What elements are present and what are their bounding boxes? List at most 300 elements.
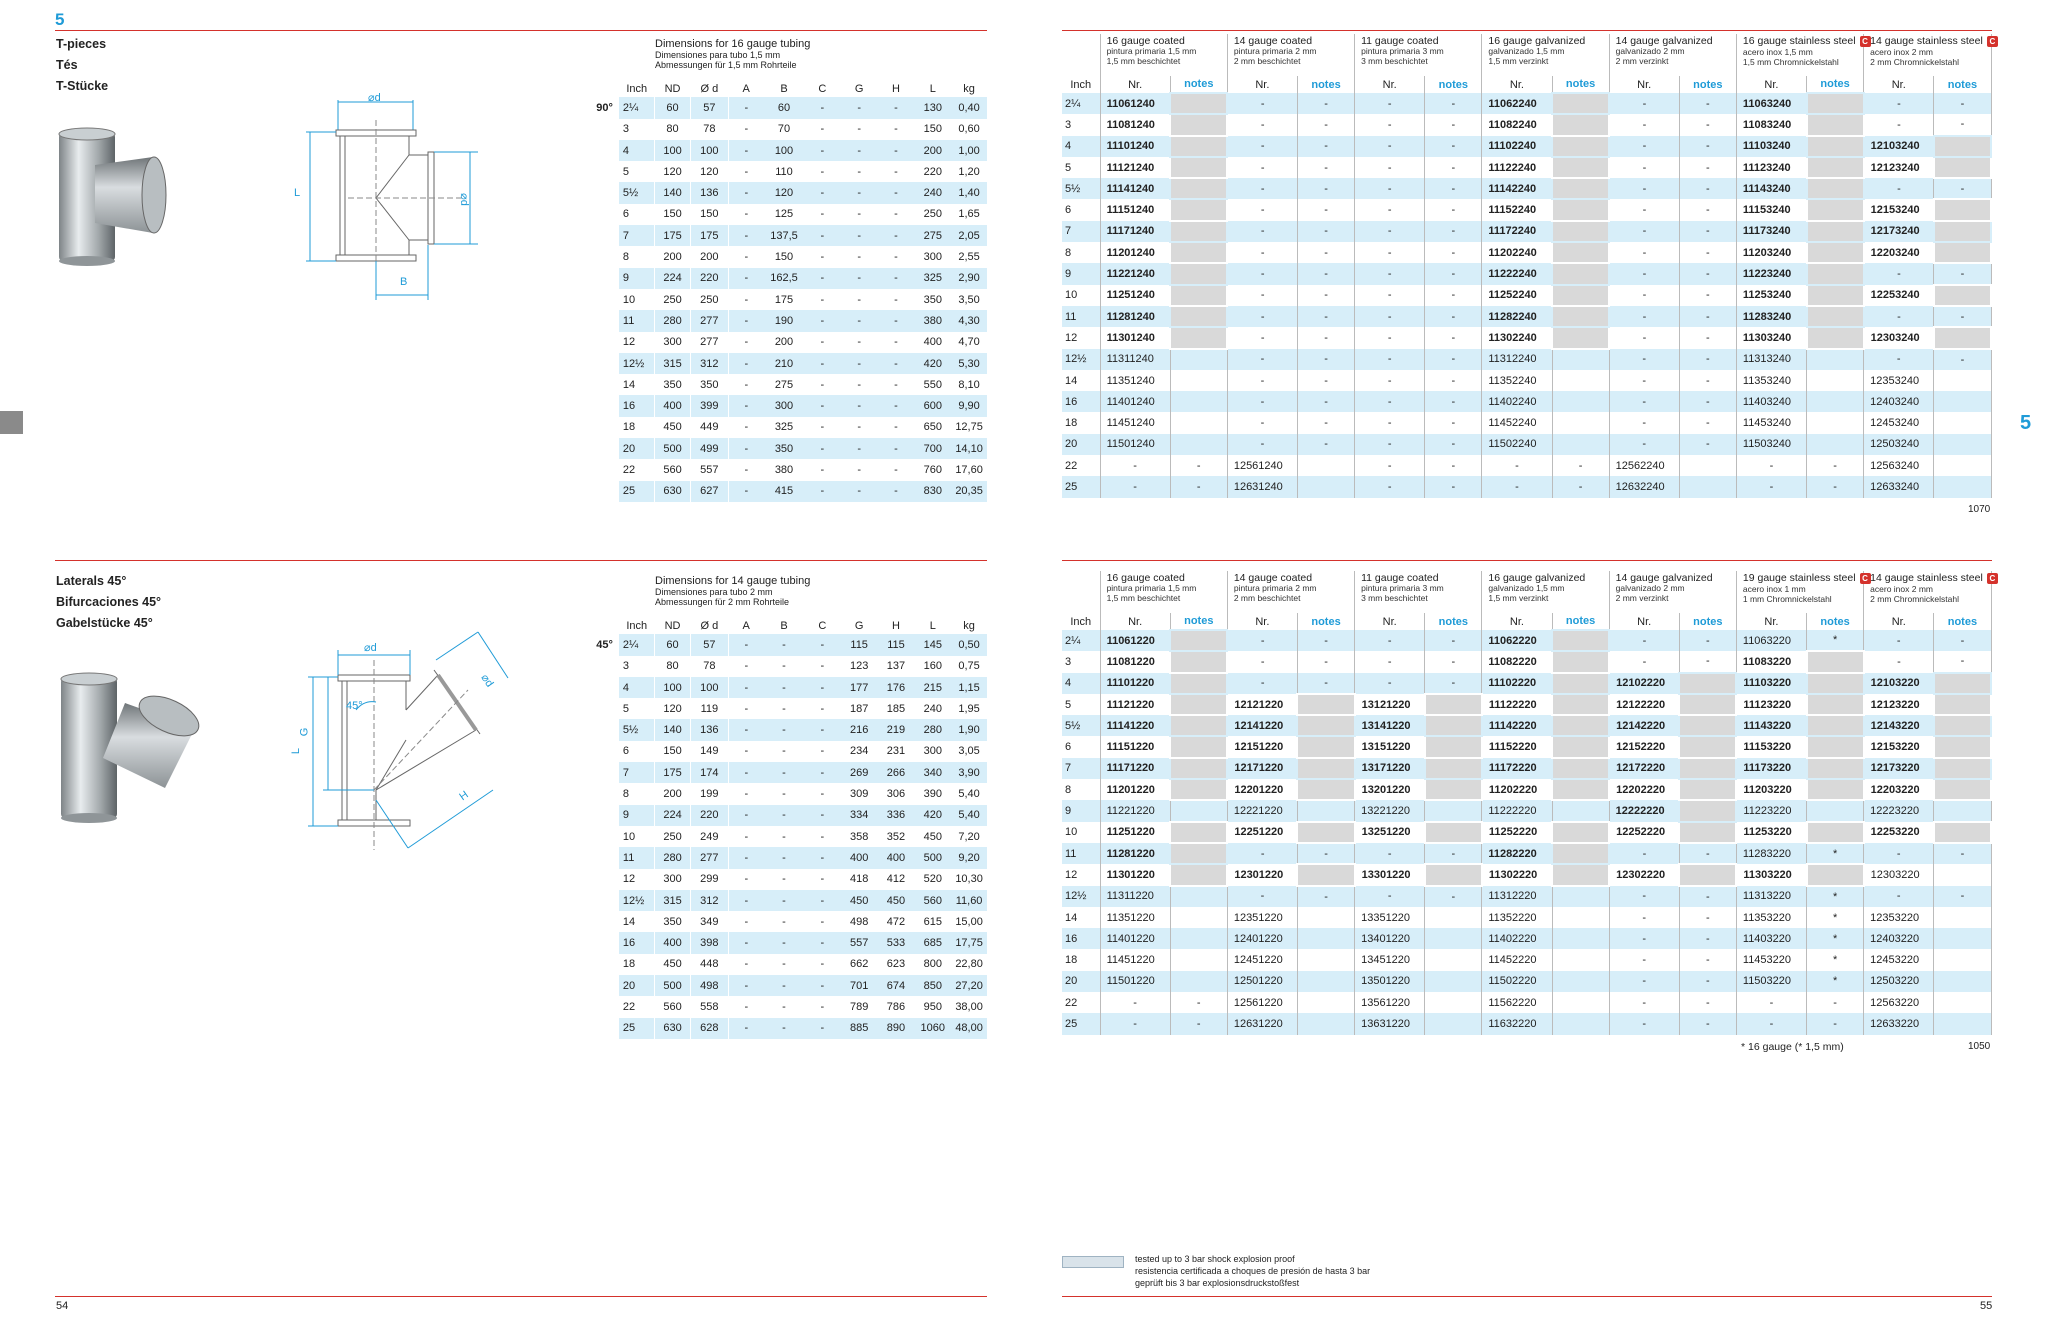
dim-cell: 174: [690, 762, 728, 783]
dim-cell: 266: [878, 762, 915, 783]
order-notes-cell: [1425, 715, 1482, 736]
dim-cell: 334: [841, 805, 878, 826]
order-notes-cell: [1934, 928, 1991, 949]
dim-cell: 250: [923, 208, 942, 221]
order-table-row: [1062, 822, 1991, 843]
order-notes-cell: [1807, 114, 1864, 135]
dim-cell: -: [804, 1018, 841, 1039]
order-group-de: 1,5 mm beschichtet: [1106, 56, 1181, 66]
dim-cell: 400: [923, 336, 942, 349]
order-number-cell: -: [1609, 843, 1679, 864]
order-notes-cell: [1679, 800, 1736, 821]
order-inch-cell: 5: [1062, 157, 1100, 178]
dim-cell: 685: [914, 932, 951, 953]
order-group-header: [1100, 34, 1227, 76]
order-number-cell: 12203220: [1864, 779, 1934, 800]
dim-angle-cell: [580, 395, 619, 416]
order-notes-cell: -: [1425, 886, 1482, 907]
tpieces-title-es: Tés: [56, 58, 78, 72]
dim-cell: -: [728, 1018, 764, 1039]
order-number-cell: 12151220: [1227, 736, 1297, 757]
dim-cell: 789: [849, 1000, 869, 1013]
order-notes-cell: -: [1679, 93, 1736, 114]
order-table-row: [1062, 412, 1991, 433]
order-notes-cell: [1679, 694, 1736, 715]
dim-cell: -: [782, 745, 786, 758]
order-number-cell: 11153240: [1736, 199, 1806, 220]
order-table-row: [1062, 715, 1991, 736]
order-notes-cell: [1552, 630, 1609, 651]
dim-cell: -: [744, 123, 749, 136]
order-group-de: 2 mm verzinkt: [1615, 56, 1669, 66]
order-notes-cell: -: [1934, 651, 1991, 672]
order-notes-cell: [1170, 886, 1227, 907]
dim-cell: -: [744, 421, 749, 434]
order-notes-header: notes: [1679, 76, 1736, 93]
order-number-cell: 11352220: [1482, 907, 1552, 928]
order-notes-cell: [1934, 673, 1991, 694]
order-notes-cell: *: [1807, 971, 1864, 992]
order-notes-cell: -: [1425, 455, 1482, 476]
order-number-cell: 11103220: [1736, 673, 1806, 694]
dim-cell: 9: [619, 805, 655, 826]
order-notes-header: notes: [1297, 613, 1354, 630]
dim-cell: 336: [878, 805, 915, 826]
dim-cell: 162,5: [764, 268, 804, 289]
order-number-cell: 11452220: [1482, 949, 1552, 970]
dim-table-row: [580, 204, 987, 225]
dim-cell: -: [744, 293, 749, 306]
order-number-cell: 11121220: [1100, 694, 1170, 715]
order-group-de: 1,5 mm beschichtet: [1106, 593, 1181, 603]
order-notes-cell: [1934, 715, 1991, 736]
dim-col-header: Inch: [626, 83, 648, 96]
order-table-row: [1062, 434, 1991, 455]
order-notes-cell: -: [1170, 455, 1227, 476]
order-notes-cell: -: [1297, 370, 1354, 391]
order-notes-cell: [1934, 157, 1991, 178]
dim-cell: 12½: [619, 890, 655, 911]
dim-cell: -: [857, 293, 861, 306]
dim-cell: 14: [619, 911, 655, 932]
order-number-cell: 12172220: [1609, 758, 1679, 779]
order-group-header-row: [1062, 571, 1991, 613]
order-notes-cell: [1170, 694, 1227, 715]
dim-cell: -: [820, 788, 825, 801]
dim-cell: -: [878, 438, 915, 459]
order-notes-cell: -: [1170, 476, 1227, 497]
dim-cell: -: [820, 208, 825, 221]
order-number-cell: 11503220: [1736, 971, 1806, 992]
order-number-cell: -: [1609, 349, 1679, 370]
order-notes-cell: [1170, 779, 1227, 800]
dim-cell: 830: [914, 481, 951, 502]
dim-cell: -: [744, 660, 749, 673]
order-inch-cell: 7: [1062, 221, 1100, 242]
order-notes-cell: [1807, 178, 1864, 199]
order-corner-cell: [1062, 571, 1100, 613]
order-number-cell: 11152240: [1482, 199, 1552, 220]
dim-table-row: [580, 182, 987, 203]
dim-cell: 38,00: [955, 1000, 983, 1013]
dim-cell: 120: [655, 161, 691, 182]
order-notes-cell: [1552, 370, 1609, 391]
dim-cell: 25: [619, 481, 655, 502]
dim-cell: -: [728, 677, 764, 698]
dim-cell: -: [878, 268, 915, 289]
order-notes-cell: -: [1679, 886, 1736, 907]
order-notes-cell: [1552, 114, 1609, 135]
order-notes-cell: -: [1934, 886, 1991, 907]
order-notes-header: notes: [1934, 613, 1991, 630]
dim-cell: 4: [619, 677, 655, 698]
dim-cell: 175: [774, 293, 794, 306]
dim-table-row: [580, 783, 987, 804]
order-number-cell: -: [1355, 651, 1425, 672]
order-number-cell: -: [1609, 886, 1679, 907]
dim-angle-cell: [580, 481, 619, 502]
dim-cell: 15,00: [955, 915, 983, 928]
order-number-cell: 11302220: [1482, 864, 1552, 885]
order-notes-cell: [1425, 736, 1482, 757]
dim-cell: 240: [923, 702, 942, 715]
order-number-cell: 12353220: [1864, 907, 1934, 928]
dim-cell: 20: [619, 438, 655, 459]
dim-cell: 312: [690, 353, 728, 374]
order-notes-cell: -: [1425, 136, 1482, 157]
order-inch-cell: 3: [1062, 114, 1100, 135]
order-number-cell: -: [1864, 843, 1934, 864]
dim-cell: -: [820, 293, 825, 306]
order-number-cell: 11202240: [1482, 242, 1552, 263]
order-notes-cell: [1934, 1013, 1991, 1034]
order-notes-cell: [1552, 907, 1609, 928]
dim-cell: 219: [878, 719, 915, 740]
laterals-dimensions-table: [580, 613, 987, 1039]
order-notes-cell: -: [1297, 349, 1354, 370]
dim-cell: 412: [886, 873, 906, 886]
order-notes-cell: [1170, 434, 1227, 455]
order-notes-cell: -: [1679, 843, 1736, 864]
dim-cell: 390: [923, 788, 942, 801]
dim-cell: 786: [886, 1000, 906, 1013]
dim-cell: 250: [655, 826, 691, 847]
order-number-cell: 11222240: [1482, 263, 1552, 284]
order-number-cell: 11201240: [1100, 242, 1170, 263]
order-number-cell: 13221220: [1355, 800, 1425, 821]
dim-table-row: [580, 417, 987, 438]
dim-cell: 145: [914, 634, 951, 655]
dim-cell: -: [728, 438, 764, 459]
order-notes-cell: [1934, 370, 1991, 391]
order-notes-cell: -: [1425, 412, 1482, 433]
order-nr-header: Nr.: [1736, 76, 1806, 93]
order-group-header: [1609, 34, 1736, 76]
order-nr-header: Nr.: [1482, 76, 1552, 93]
order-nr-header: Nr.: [1609, 76, 1679, 93]
order-notes-cell: [1552, 715, 1609, 736]
dim-cell: -: [728, 890, 764, 911]
order-notes-cell: *: [1807, 928, 1864, 949]
order-number-cell: 12451220: [1227, 949, 1297, 970]
dim-cell: 558: [690, 996, 728, 1017]
page-number-right: 55: [1980, 1300, 1993, 1312]
order-notes-cell: [1552, 694, 1609, 715]
order-notes-cell: [1934, 992, 1991, 1013]
order-notes-cell: -: [1679, 971, 1736, 992]
order-notes-cell: [1552, 673, 1609, 694]
order-group-header: [1227, 571, 1354, 613]
dim-cell: 380: [914, 310, 951, 331]
order-table-row: [1062, 651, 1991, 672]
dim-cell: 150: [923, 123, 942, 136]
order-number-cell: -: [1355, 349, 1425, 370]
order-group-es: pintura primaria 2 mm: [1233, 583, 1317, 593]
order-notes-cell: [1934, 949, 1991, 970]
angle-header-cell: [580, 613, 619, 634]
dim-cell: -: [804, 182, 841, 203]
order-number-cell: 11143220: [1736, 715, 1806, 736]
order-table-row: [1062, 1013, 1991, 1034]
order-number-cell: 11282240: [1482, 306, 1552, 327]
order-notes-cell: -: [1297, 412, 1354, 433]
top-rule-right: [1062, 30, 1992, 31]
order-notes-cell: -: [1934, 178, 1991, 199]
mid-rule-right: [1062, 560, 1992, 561]
order-number-cell: 11562220: [1482, 992, 1552, 1013]
order-notes-cell: *: [1807, 949, 1864, 970]
order-inch-cell: 20: [1062, 434, 1100, 455]
dim-cell: 760: [923, 463, 942, 476]
dim-angle-cell: [580, 656, 619, 677]
order-notes-cell: [1679, 779, 1736, 800]
order-inch-cell: 6: [1062, 199, 1100, 220]
order-inch-cell: 16: [1062, 391, 1100, 412]
order-table-row: [1062, 327, 1991, 348]
dim-cell: 277: [690, 332, 728, 353]
dim-col-header: Ø d: [700, 620, 719, 633]
dim-cell: -: [764, 805, 804, 826]
order-number-cell: -: [1609, 221, 1679, 242]
dim-cell: 60: [655, 634, 691, 655]
tpieces-dim-header: [655, 39, 810, 71]
dim-angle-cell: [580, 975, 619, 996]
dim-cell: 210: [764, 353, 804, 374]
order-group-title: 14 gauge galvanized: [1615, 35, 1713, 47]
order-nr-header: Nr.: [1355, 613, 1425, 630]
order-notes-cell: *: [1807, 886, 1864, 907]
laterals-titles: [56, 571, 161, 634]
order-number-cell: -: [1609, 263, 1679, 284]
dim-col-header: C: [818, 620, 827, 633]
order-number-cell: -: [1100, 476, 1170, 497]
order-number-cell: 12503240: [1864, 434, 1934, 455]
order-notes-cell: -: [1425, 285, 1482, 306]
dim-cell: 3,05: [958, 745, 980, 758]
order-number-cell: 11221240: [1100, 263, 1170, 284]
order-notes-cell: [1552, 949, 1609, 970]
dim-cell: 300: [923, 251, 942, 264]
order-table-row: [1062, 800, 1991, 821]
order-group-header: [1864, 571, 1996, 613]
dim-angle-cell: [580, 225, 619, 246]
order-notes-cell: -: [1425, 651, 1482, 672]
order-number-cell: 11172220: [1482, 758, 1552, 779]
order-number-cell: -: [1355, 412, 1425, 433]
dim-cell: 100: [690, 140, 728, 161]
order-notes-cell: -: [1679, 412, 1736, 433]
order-notes-cell: -: [1297, 136, 1354, 157]
order-number-cell: -: [1355, 93, 1425, 114]
order-table-row: [1062, 242, 1991, 263]
dim-angle-cell: [580, 805, 619, 826]
order-number-cell: 11303220: [1736, 864, 1806, 885]
order-notes-cell: [1297, 971, 1354, 992]
order-number-cell: 13201220: [1355, 779, 1425, 800]
laterals-title-en: Laterals 45°: [56, 574, 127, 588]
dim-cell: 300: [764, 395, 804, 416]
dim-cell: 200: [655, 783, 691, 804]
order-inch-cell: 2¼: [1062, 93, 1100, 114]
order-notes-header: notes: [1425, 76, 1482, 93]
order-number-cell: 11123240: [1736, 157, 1806, 178]
order-notes-header: notes: [1425, 613, 1482, 630]
dim-cell: -: [804, 353, 841, 374]
order-number-cell: -: [1227, 327, 1297, 348]
order-number-cell: 11142220: [1482, 715, 1552, 736]
order-notes-cell: [1934, 864, 1991, 885]
laterals-dim-header: [655, 576, 810, 608]
order-number-cell: 11502240: [1482, 434, 1552, 455]
dim-cell: 0,40: [951, 97, 987, 118]
dim-cell: 350: [655, 374, 691, 395]
order-number-cell: 11083220: [1736, 651, 1806, 672]
dim-cell: 325: [774, 421, 794, 434]
order-inch-cell: 14: [1062, 370, 1100, 391]
dim-cell: 150: [655, 741, 691, 762]
lateral-d-label: ⌀d: [364, 642, 377, 654]
laterals-dim-de: Abmessungen für 2 mm Rohrteile: [655, 597, 790, 607]
order-table-row: [1062, 673, 1991, 694]
order-notes-cell: [1934, 822, 1991, 843]
order-inch-cell: 16: [1062, 928, 1100, 949]
order-group-title: 16 gauge galvanized: [1488, 35, 1586, 47]
dim-cell: 448: [690, 954, 728, 975]
dim-cell: -: [804, 932, 841, 953]
dim-table-row: [580, 374, 987, 395]
order-number-cell: -: [1609, 630, 1679, 651]
order-number-cell: 11203240: [1736, 242, 1806, 263]
dim-cell: 48,00: [951, 1018, 987, 1039]
dim-cell: 200: [690, 246, 728, 267]
dim-cell: 8,10: [958, 378, 980, 391]
order-notes-cell: [1552, 306, 1609, 327]
order-notes-cell: [1807, 736, 1864, 757]
lateral-g-label: G: [298, 727, 311, 737]
order-notes-cell: [1934, 285, 1991, 306]
order-number-cell: 11142240: [1482, 178, 1552, 199]
order-notes-header: notes: [1552, 76, 1609, 93]
dim-cell: 350: [690, 374, 728, 395]
dim-cell: 277: [690, 847, 728, 868]
dim-table-row: [580, 161, 987, 182]
order-notes-cell: [1934, 971, 1991, 992]
order-nr-header: Nr.: [1227, 613, 1297, 630]
dim-cell: 100: [655, 677, 691, 698]
order-notes-cell: [1552, 93, 1609, 114]
mid-rule-left: [55, 560, 987, 561]
order-notes-cell: [1679, 673, 1736, 694]
order-notes-cell: [1170, 306, 1227, 327]
laterals-dim-header-row: [580, 613, 987, 634]
order-inch-cell: 9: [1062, 800, 1100, 821]
order-notes-cell: [1807, 306, 1864, 327]
order-number-cell: 13141220: [1355, 715, 1425, 736]
dim-cell: 850: [914, 975, 951, 996]
dim-cell: 150: [774, 251, 794, 264]
dim-cell: 78: [690, 119, 728, 140]
order-notes-cell: [1679, 736, 1736, 757]
order-group-de: 3 mm beschichtet: [1361, 593, 1428, 603]
order-notes-cell: [1170, 843, 1227, 864]
dim-cell: 500: [655, 975, 691, 996]
dim-cell: 11: [619, 310, 655, 331]
order-number-cell: 11223220: [1736, 800, 1806, 821]
dim-cell: 22: [619, 459, 655, 480]
dim-angle-cell: [580, 438, 619, 459]
dim-cell: 5: [619, 161, 655, 182]
order-number-cell: 11311240: [1100, 349, 1170, 370]
dim-cell: -: [894, 208, 898, 221]
laterals-title-de: Gabelstücke 45°: [56, 616, 153, 630]
order-number-cell: -: [1609, 391, 1679, 412]
order-number-cell: 12633240: [1864, 476, 1934, 497]
order-number-cell: -: [1227, 651, 1297, 672]
dim-cell: 312: [690, 890, 728, 911]
order-number-cell: -: [1227, 886, 1297, 907]
dim-angle-cell: [580, 783, 619, 804]
order-number-cell: 11253220: [1736, 822, 1806, 843]
order-nr-header: Nr.: [1100, 613, 1170, 630]
order-notes-cell: -: [1297, 157, 1354, 178]
order-number-cell: 12103240: [1864, 136, 1934, 157]
dim-cell: 358: [849, 830, 869, 843]
order-notes-cell: [1297, 736, 1354, 757]
order-notes-cell: [1807, 285, 1864, 306]
dim-cell: 449: [690, 417, 728, 438]
order-number-cell: -: [1355, 263, 1425, 284]
order-inch-cell: 22: [1062, 455, 1100, 476]
dim-cell: 3: [619, 119, 655, 140]
dim-table-row: [580, 119, 987, 140]
order-group-de: 2 mm beschichtet: [1233, 593, 1301, 603]
dim-col-header: A: [742, 83, 750, 96]
order-notes-cell: -: [1679, 178, 1736, 199]
dim-cell: -: [782, 1000, 786, 1013]
order-inch-cell: 12½: [1062, 349, 1100, 370]
order-group-header: [1609, 571, 1736, 613]
order-notes-cell: -: [1679, 285, 1736, 306]
order-number-cell: -: [1227, 178, 1297, 199]
order-number-cell: -: [1100, 1013, 1170, 1034]
dim-cell: 70: [777, 123, 791, 136]
dim-cell: 190: [764, 310, 804, 331]
dim-cell: -: [820, 830, 825, 843]
order-notes-cell: -: [1297, 651, 1354, 672]
order-notes-cell: [1297, 715, 1354, 736]
order-number-cell: 13171220: [1355, 758, 1425, 779]
bottom-rule-left: [55, 1296, 987, 1297]
